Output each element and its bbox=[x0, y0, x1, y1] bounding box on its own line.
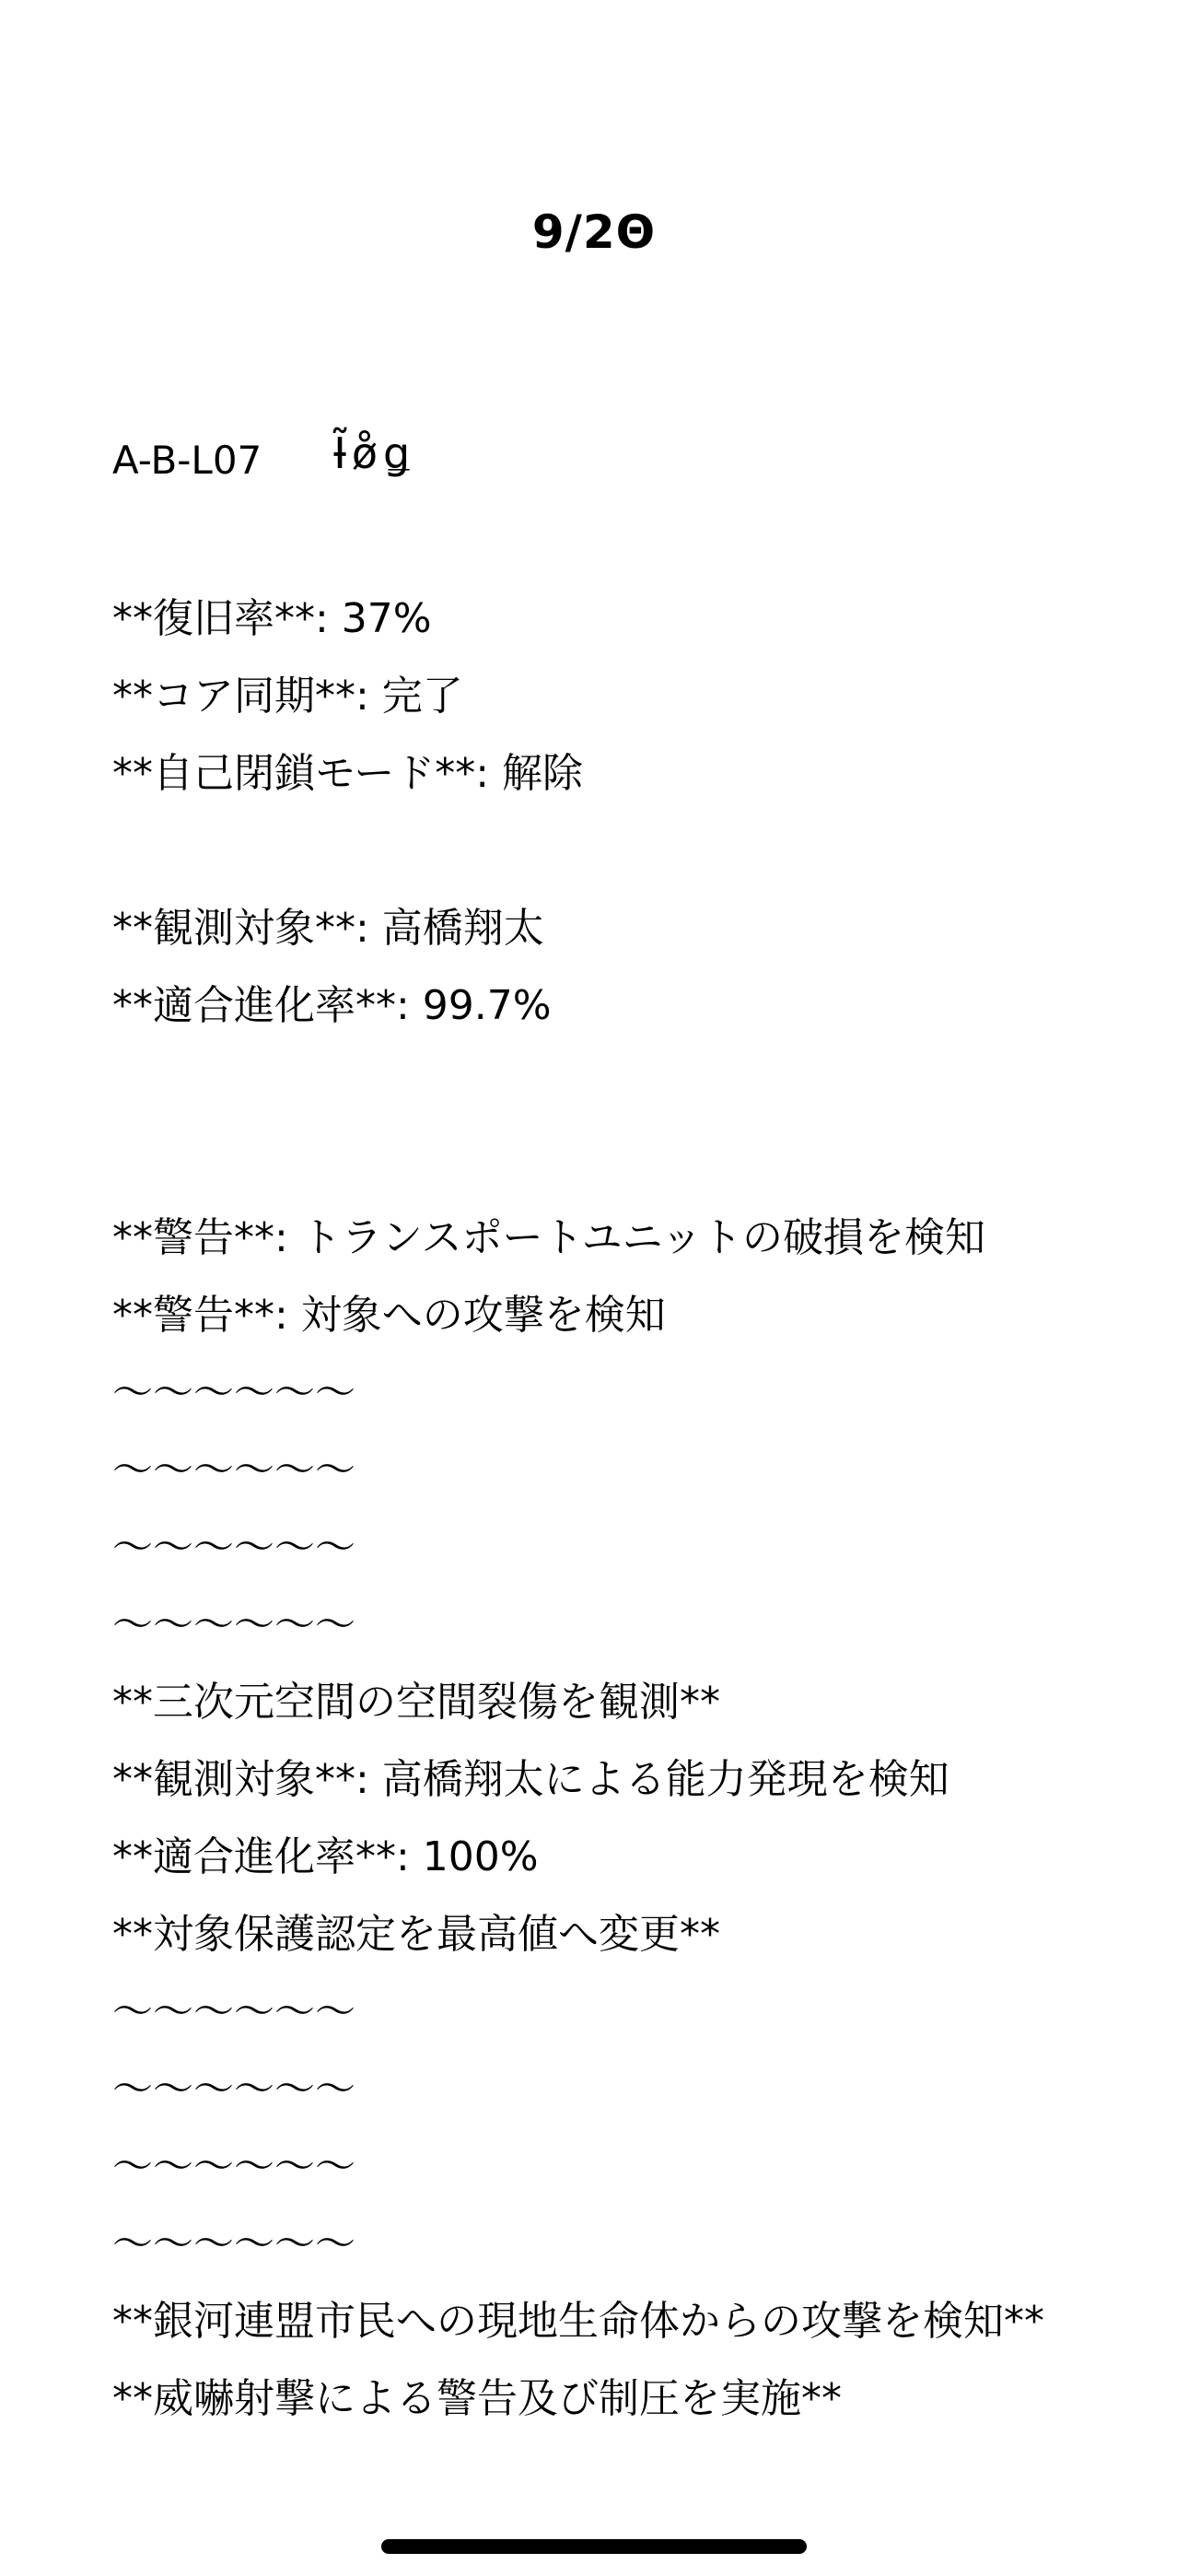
warning-attack-line: **警告**: 対象への攻撃を検知 bbox=[112, 1292, 666, 1339]
wave-divider: 〜〜〜〜〜〜 bbox=[112, 2220, 355, 2267]
wave-divider: 〜〜〜〜〜〜 bbox=[112, 1369, 355, 1416]
recovery-rate-line: **復旧率**: 37% bbox=[112, 595, 432, 642]
citizen-attack-line: **銀河連盟市民への現地生命体からの攻撃を検知** bbox=[112, 2298, 1044, 2345]
glitch-text: Ɨ̃ø̊ǥ bbox=[333, 428, 416, 478]
core-sync-line: **コア同期**: 完了 bbox=[112, 673, 463, 720]
wave-divider: 〜〜〜〜〜〜 bbox=[112, 1524, 355, 1571]
wave-divider: 〜〜〜〜〜〜 bbox=[112, 2066, 355, 2113]
wave-divider: 〜〜〜〜〜〜 bbox=[112, 1601, 355, 1648]
observation-target-line: **観測対象**: 高橋翔太 bbox=[112, 905, 544, 952]
spatial-rift-line: **三次元空間の空間裂傷を観測** bbox=[112, 1679, 720, 1726]
protection-level-line: **対象保護認定を最高値へ変更** bbox=[112, 1911, 720, 1958]
wave-divider: 〜〜〜〜〜〜 bbox=[112, 2143, 355, 2190]
system-log bbox=[112, 580, 1162, 2438]
wave-divider: 〜〜〜〜〜〜 bbox=[112, 1988, 355, 2035]
unit-code-label: A-B-L07 bbox=[112, 438, 262, 483]
unit-code-row bbox=[112, 413, 415, 505]
wave-divider: 〜〜〜〜〜〜 bbox=[112, 1446, 355, 1493]
spacer bbox=[112, 813, 1162, 890]
self-lock-mode-line: **自己閉鎖モード**: 解除 bbox=[112, 750, 584, 797]
fit-evolution-rate-final-line: **適合進化率**: 100% bbox=[112, 1833, 539, 1880]
ability-manifest-line: **観測対象**: 高橋翔太による能力発現を検知 bbox=[112, 1756, 949, 1803]
home-indicator[interactable] bbox=[381, 2539, 807, 2554]
warning-transport-line: **警告**: トランスポートユニットの破損を検知 bbox=[112, 1214, 985, 1261]
spacer bbox=[112, 1045, 1162, 1200]
fit-evolution-rate-line: **適合進化率**: 99.7% bbox=[112, 982, 552, 1029]
suppression-line: **威嚇射撃による警告及び制圧を実施** bbox=[112, 2375, 842, 2422]
page-title: 9/2Θ bbox=[531, 205, 657, 259]
